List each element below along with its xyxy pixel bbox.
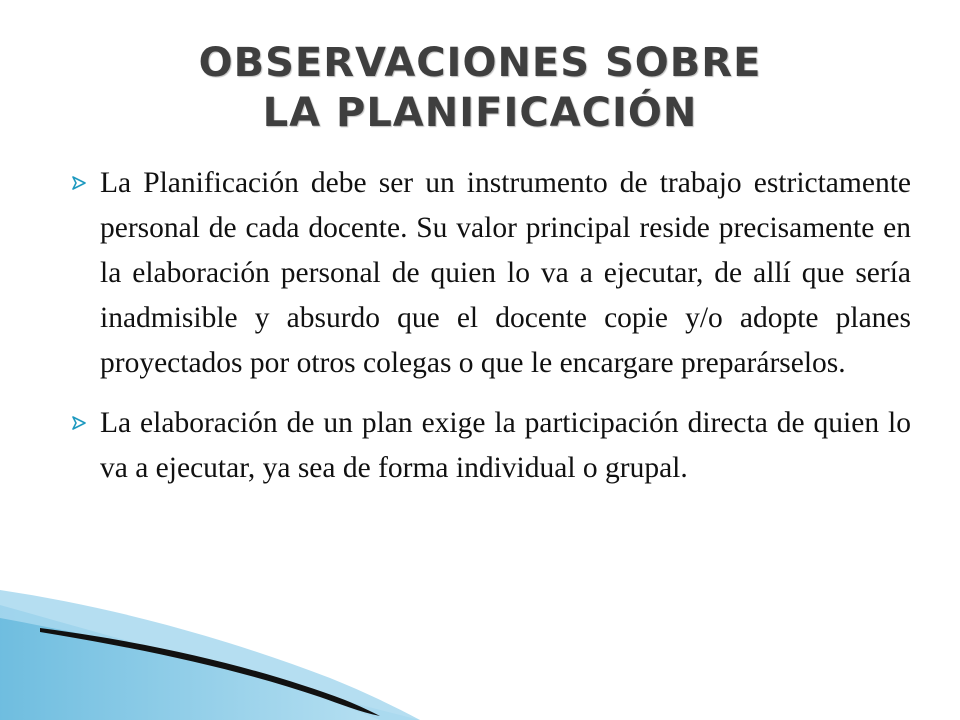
list-item — [71, 161, 911, 386]
title-line-1: OBSERVACIONES SOBRE — [198, 40, 762, 86]
bullet-list — [71, 161, 911, 506]
bullet-text: La elaboración de un plan exige la participación directa de quien lo va a ejecutar, ya sea de forma individual o grupal. — [100, 407, 911, 484]
arrowhead-bullet-icon — [71, 416, 87, 430]
list-item — [71, 401, 911, 491]
slide-title — [0, 38, 960, 138]
title-line-2: LA PLANIFICACIÓN — [262, 90, 698, 136]
bullet-text: La Planificación debe ser un instrumento de trabajo estrictamente personal de cada docente. Su valor principal reside precisamente en la elaboración personal de quien lo va a ejecutar, de allí que sería inadmisible y absurdo que el docente copie y/o adopte planes proyectados por otros colegas o que le encargare preparárselos. — [100, 167, 911, 379]
arrowhead-bullet-icon — [71, 176, 87, 190]
